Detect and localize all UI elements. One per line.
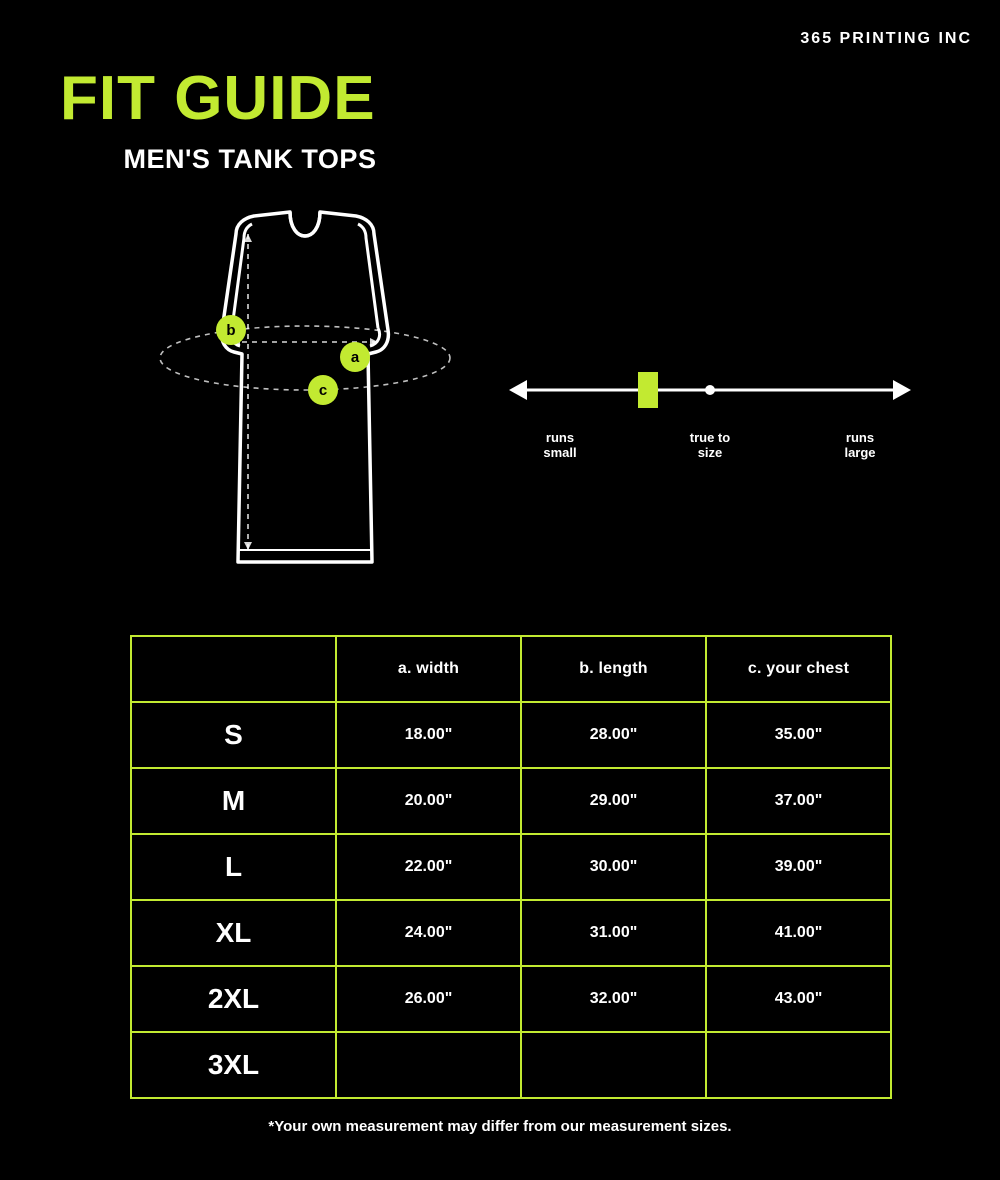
fit-scale xyxy=(505,360,915,480)
row-width: 26.00" xyxy=(336,966,521,1032)
row-length xyxy=(521,1032,706,1098)
badge-a-width: a xyxy=(340,342,370,372)
title-block xyxy=(60,64,480,175)
row-length: 28.00" xyxy=(521,702,706,768)
table-header-size xyxy=(131,636,336,702)
row-length: 30.00" xyxy=(521,834,706,900)
fit-scale-label-runs-large xyxy=(805,430,915,460)
table-header-row xyxy=(131,636,891,702)
fit-scale-axis xyxy=(505,360,915,420)
table-row xyxy=(131,834,891,900)
table-header-length: b. length xyxy=(521,636,706,702)
row-chest: 37.00" xyxy=(706,768,891,834)
brand-name: 365 PRINTING INC xyxy=(800,30,972,47)
row-size: 3XL xyxy=(131,1032,336,1098)
runs-large-line2: large xyxy=(844,445,876,460)
row-size: 2XL xyxy=(131,966,336,1032)
table-header-chest: c. your chest xyxy=(706,636,891,702)
row-chest: 39.00" xyxy=(706,834,891,900)
fit-scale-label-true-to-size xyxy=(655,430,765,460)
badge-c-chest: c xyxy=(308,375,338,405)
row-width xyxy=(336,1032,521,1098)
size-chart-table-wrap xyxy=(130,635,890,1099)
fit-scale-labels xyxy=(505,430,915,470)
runs-large-line1: runs xyxy=(845,430,875,445)
page-subtitle: MEN'S TANK TOPS xyxy=(123,144,377,174)
row-size: L xyxy=(131,834,336,900)
row-width: 18.00" xyxy=(336,702,521,768)
size-chart-table xyxy=(130,635,892,1099)
runs-small-line1: runs xyxy=(545,430,575,445)
table-header-width: a. width xyxy=(336,636,521,702)
tank-top-illustration xyxy=(140,210,470,600)
runs-small-line2: small xyxy=(543,445,577,460)
row-chest xyxy=(706,1032,891,1098)
table-row xyxy=(131,900,891,966)
badge-b-length: b xyxy=(216,315,246,345)
row-width: 24.00" xyxy=(336,900,521,966)
row-length: 29.00" xyxy=(521,768,706,834)
tank-top-diagram xyxy=(140,210,470,600)
row-size: S xyxy=(131,702,336,768)
true-to-size-line2: size xyxy=(697,445,723,460)
row-width: 22.00" xyxy=(336,834,521,900)
table-row xyxy=(131,1032,891,1098)
fit-scale-label-runs-small xyxy=(505,430,615,460)
table-row xyxy=(131,702,891,768)
row-chest: 41.00" xyxy=(706,900,891,966)
page-title: FIT GUIDE xyxy=(60,64,376,133)
footnote: *Your own measurement may differ from our measurement sizes. xyxy=(268,1118,732,1135)
table-row xyxy=(131,768,891,834)
row-chest: 35.00" xyxy=(706,702,891,768)
row-length: 31.00" xyxy=(521,900,706,966)
table-row xyxy=(131,966,891,1032)
row-length: 32.00" xyxy=(521,966,706,1032)
row-size: XL xyxy=(131,900,336,966)
row-width: 20.00" xyxy=(336,768,521,834)
row-size: M xyxy=(131,768,336,834)
row-chest: 43.00" xyxy=(706,966,891,1032)
true-to-size-line1: true to xyxy=(689,430,731,445)
